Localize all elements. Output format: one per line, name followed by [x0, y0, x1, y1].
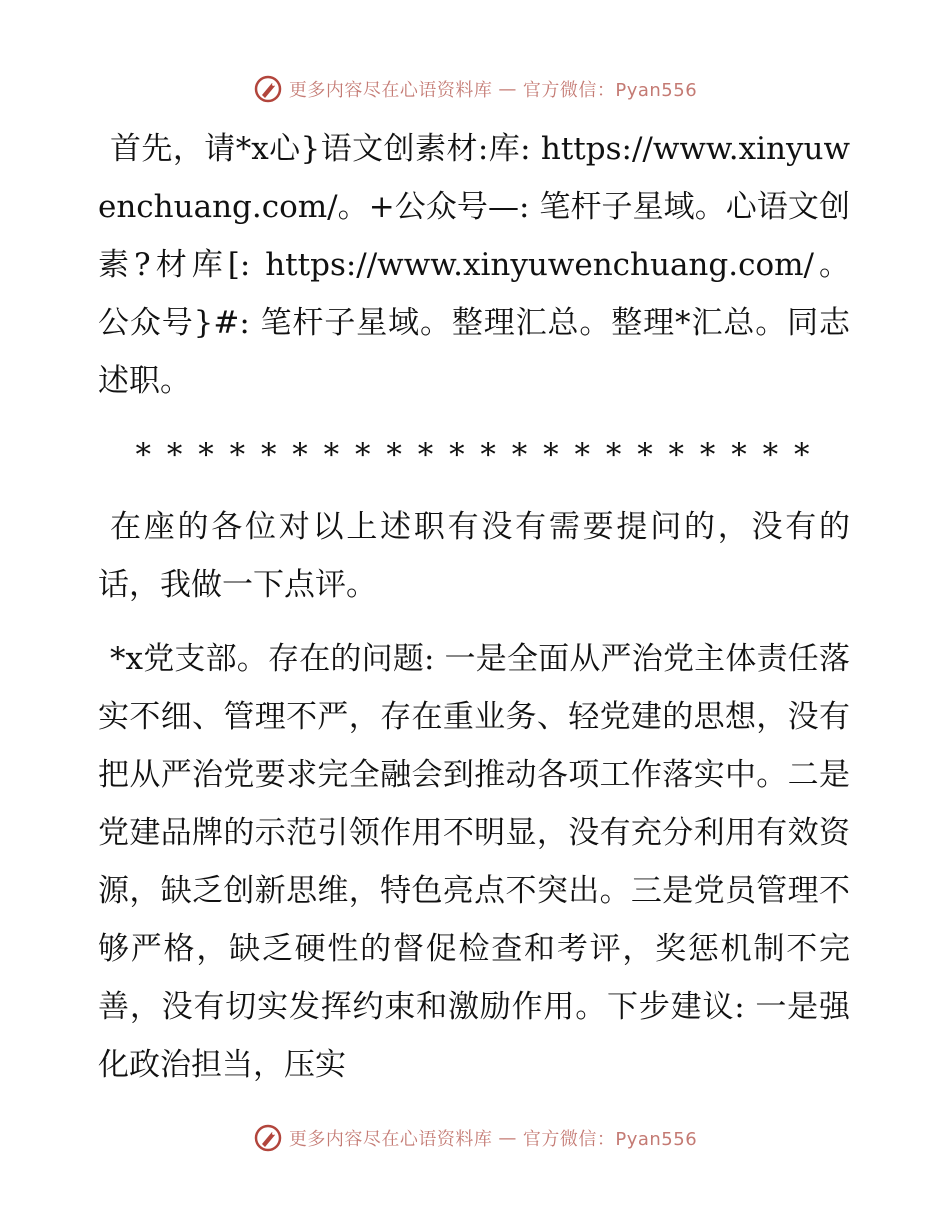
paragraph-question: 在座的各位对以上述职有没有需要提问的，没有的话，我做一下点评。: [98, 509, 850, 603]
footer-watermark-banner: [0, 1123, 950, 1153]
banner-dash: —: [498, 78, 517, 100]
separator-stars: * * * * * * * * * * * * * * * * * * * * * *: [135, 437, 813, 473]
paragraph-intro: 首先，请*x心}语文创素材:库: https://www.xinyuwenchuang.com/。+公众号—: 笔杆子星域。心语文创素?材库[: https://www.xinyuwenchuang.com/。公众号}#: 笔杆子星域。整理汇总。整理*汇总。同志述职。: [98, 131, 850, 399]
pen-nib-logo-icon: [253, 74, 283, 104]
header-watermark-banner: [0, 74, 950, 104]
banner-wechat: 官方微信：Pyan556: [522, 80, 698, 101]
document-body: [98, 120, 850, 1110]
banner-text: 更多内容尽在心语资料库: [288, 1129, 493, 1150]
pen-nib-logo-icon: [253, 1123, 283, 1153]
banner-dash: —: [498, 1127, 517, 1149]
banner-wechat: 官方微信：Pyan556: [522, 1129, 698, 1150]
banner-text: 更多内容尽在心语资料库: [288, 80, 493, 101]
paragraph-review: *x党支部。存在的问题: 一是全面从严治党主体责任落实不细、管理不严，存在重业务、轻党建的思想，没有把从严治党要求完全融会到推动各项工作落实中。二是党建品牌的示范引领作用不明显，没有充分利用有效资源，缺乏创新思维，特色亮点不突出。三是党员管理不够严格，缺乏硬性的督促检查和考评，奖惩机制不完善，没有切实发挥约束和激励作用。下步建议: 一是强化政治担当，压实: [98, 641, 850, 1083]
